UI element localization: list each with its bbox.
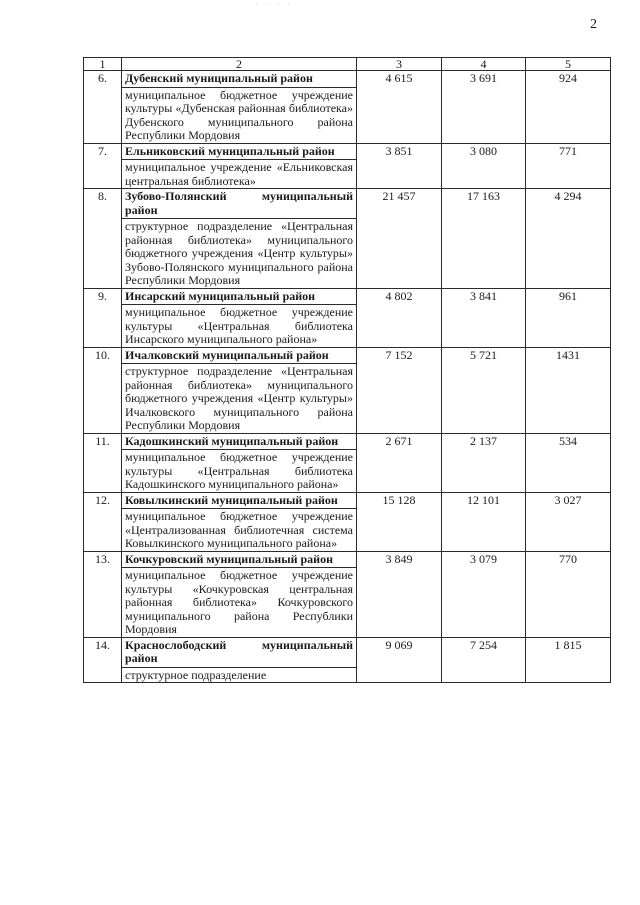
value-col-5: 924 [526,71,611,144]
table-row [84,347,611,433]
row-description [122,288,357,347]
value-col-4: 3 841 [442,288,526,347]
value-col-4: 5 721 [442,347,526,433]
institution-name: муниципальное учреждение «Ельниковская центральная библиотека» [125,160,353,188]
header-col-4: 4 [442,58,526,71]
value-col-4: 12 101 [442,492,526,551]
value-col-5: 3 027 [526,492,611,551]
institution-name: муниципальное бюджетное учреждение культуры «Центральная библиотека Инсарского муниципального района» [125,305,353,346]
value-col-4: 3 080 [442,143,526,189]
row-number: 13. [84,551,122,637]
table-row [84,288,611,347]
table-row [84,433,611,492]
library-funding-table [83,57,611,683]
header-col-3: 3 [357,58,442,71]
institution-name: муниципальное бюджетное учреждение культуры «Кочкуровская центральная районная библиотека» Кочкуровского муниципального района Республики Мордовия [125,568,353,636]
value-col-3: 15 128 [357,492,442,551]
row-number: 14. [84,637,122,683]
value-col-5: 770 [526,551,611,637]
table-body [84,71,611,683]
row-description [122,433,357,492]
value-col-4: 7 254 [442,637,526,683]
row-description [122,637,357,683]
district-name: Зубово-Полянский муниципальный район [122,189,356,219]
district-name: Краснослободский муниципальный район [122,638,356,668]
page-number: 2 [590,17,597,32]
district-name: Кочкуровский муниципальный район [122,552,356,569]
value-col-4: 3 691 [442,71,526,144]
institution-name: структурное подразделение «Центральная районная библиотека» муниципального бюджетного учреждения «Центр культуры» Зубово-Полянского муниципального района Республики Мордовия [125,219,353,287]
row-description [122,347,357,433]
value-col-4: 2 137 [442,433,526,492]
header-col-2: 2 [122,58,357,71]
district-name: Инсарский муниципальный район [122,289,356,306]
value-col-3: 4 802 [357,288,442,347]
table-row [84,551,611,637]
district-name: Ичалковский муниципальный район [122,348,356,365]
value-col-4: 17 163 [442,189,526,289]
scan-specks: · · · · [255,0,293,9]
table-header-row [84,58,611,71]
institution-name: муниципальное бюджетное учреждение культуры «Дубенская районная библиотека» Дубенского муниципального района Республики Мордовия [125,87,353,142]
district-name: Кадошкинский муниципальный район [122,434,356,451]
institution-name: структурное подразделение [125,667,267,682]
row-number: 12. [84,492,122,551]
value-col-3: 7 152 [357,347,442,433]
table-row [84,71,611,144]
row-description [122,143,357,189]
table-row [84,143,611,189]
row-number: 8. [84,189,122,289]
row-description [122,551,357,637]
row-number: 7. [84,143,122,189]
value-col-5: 961 [526,288,611,347]
row-description [122,492,357,551]
table-row [84,492,611,551]
value-col-3: 21 457 [357,189,442,289]
value-col-3: 3 849 [357,551,442,637]
district-name: Дубенский муниципальный район [122,71,356,88]
value-col-5: 771 [526,143,611,189]
value-col-5: 4 294 [526,189,611,289]
value-col-5: 534 [526,433,611,492]
row-description [122,189,357,289]
value-col-3: 2 671 [357,433,442,492]
institution-name: муниципальное бюджетное учреждение культуры «Центральная библиотека Кадошкинского муниципального района» [125,450,353,491]
district-name: Ельниковский муниципальный район [122,144,356,161]
row-number: 6. [84,71,122,144]
value-col-5: 1 815 [526,637,611,683]
district-name: Ковылкинский муниципальный район [122,493,356,510]
value-col-5: 1431 [526,347,611,433]
institution-name: муниципальное бюджетное учреждение «Централизованная библиотечная система Ковылкинского муниципального района» [125,509,353,550]
value-col-3: 4 615 [357,71,442,144]
header-col-1: 1 [84,58,122,71]
row-description [122,71,357,144]
value-col-3: 9 069 [357,637,442,683]
row-number: 9. [84,288,122,347]
institution-name: структурное подразделение «Центральная районная библиотека» муниципального бюджетного учреждения «Центр культуры» Ичалковского муниципального района Республики Мордовия [125,364,353,432]
value-col-4: 3 079 [442,551,526,637]
header-col-5: 5 [526,58,611,71]
row-number: 11. [84,433,122,492]
table-row [84,637,611,683]
row-number: 10. [84,347,122,433]
value-col-3: 3 851 [357,143,442,189]
table-row [84,189,611,289]
